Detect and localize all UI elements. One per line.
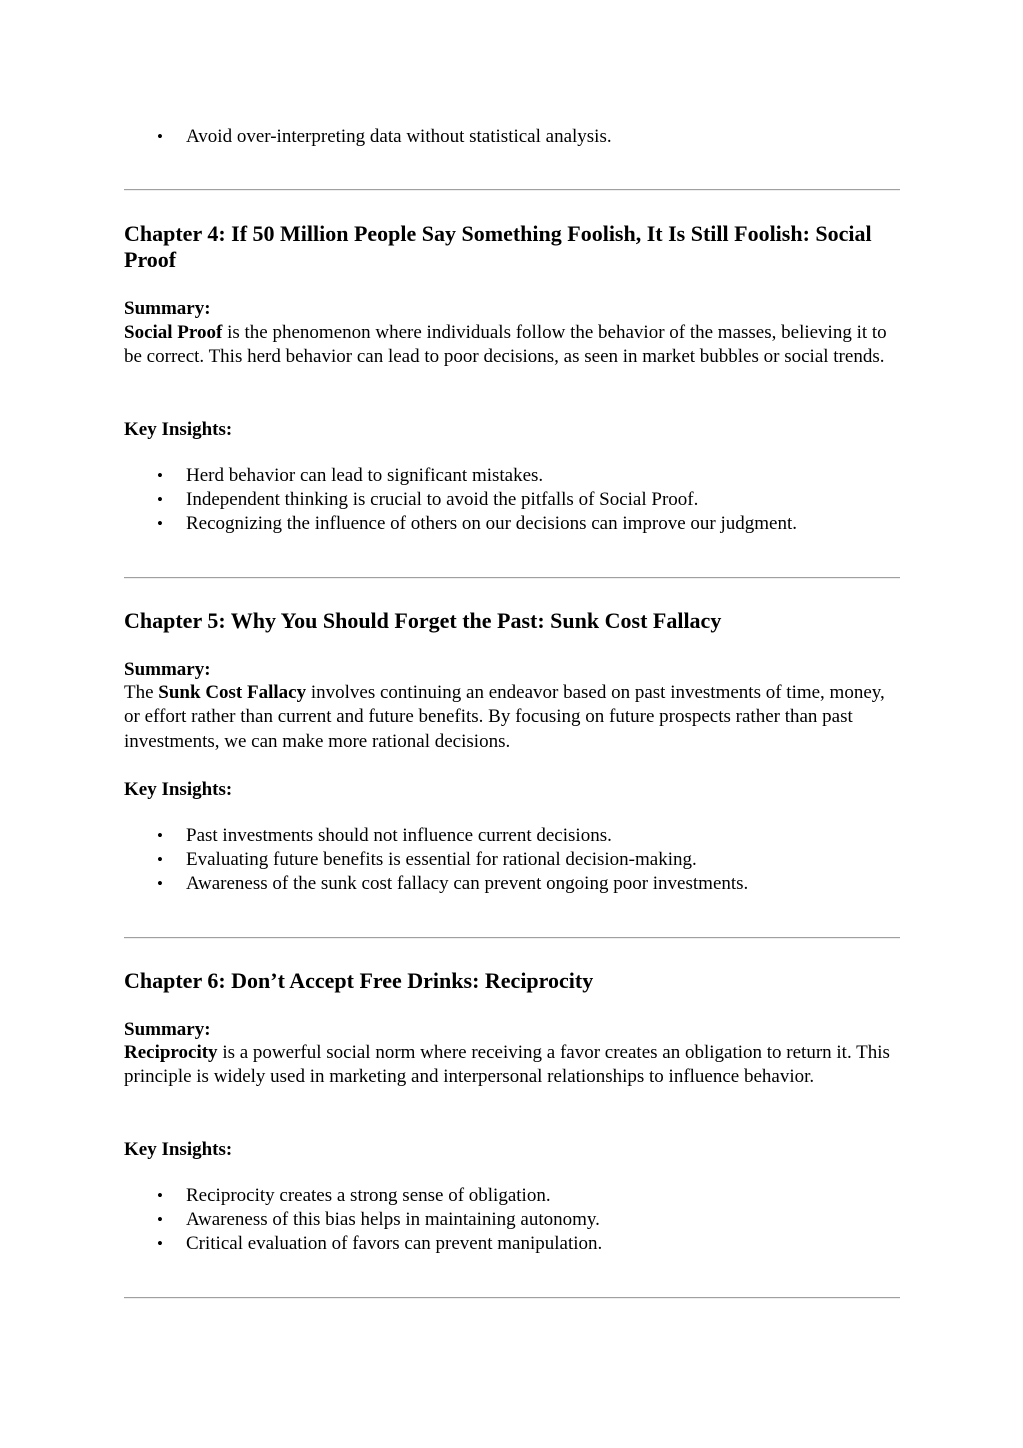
summary-term: Reciprocity	[124, 1042, 218, 1063]
list-item	[124, 512, 904, 536]
bullet-icon: •	[157, 850, 163, 869]
list-item-text: Awareness of this bias helps in maintaining autonomy.	[186, 1209, 600, 1230]
chapter-4-summary-text	[124, 321, 900, 370]
chapter-5-insights-label: Key Insights:	[124, 779, 233, 800]
summary-term: Social Proof	[124, 322, 223, 343]
chapter-6-insights-label: Key Insights:	[124, 1139, 233, 1160]
list-item	[124, 848, 904, 872]
list-item	[124, 1232, 904, 1256]
chapter-6-summary-text	[124, 1041, 900, 1090]
chapter-4-insights-label: Key Insights:	[124, 419, 233, 440]
chapter-4-summary-label: Summary:	[124, 298, 211, 319]
chapter-5-summary-label: Summary:	[124, 659, 211, 680]
bullet-icon: •	[157, 1186, 163, 1205]
bullet-icon: •	[157, 1234, 163, 1253]
list-item-text: Evaluating future benefits is essential for rational decision-making.	[186, 849, 697, 870]
list-item	[124, 125, 904, 149]
chapter-5-summary-text	[124, 681, 900, 754]
chapter-6-summary-label: Summary:	[124, 1019, 211, 1040]
bullet-icon: •	[157, 490, 163, 509]
list-item-text: Independent thinking is crucial to avoid the pitfalls of Social Proof.	[186, 489, 699, 510]
summary-body: involves continuing an endeavor based on past investments of time, money, or effort rather than current and future benefits. By focusing on future prospects rather than past investments, we can make more rational decisions.	[124, 682, 885, 752]
chapter-4-insights-list	[124, 464, 904, 536]
list-item-text: Recognizing the influence of others on our decisions can improve our judgment.	[186, 513, 798, 534]
chapter-5-title: Chapter 5: Why You Should Forget the Past: Sunk Cost Fallacy	[124, 608, 722, 633]
list-item-text: Past investments should not influence current decisions.	[186, 825, 612, 846]
summary-term: Sunk Cost Fallacy	[158, 682, 307, 703]
list-item-text: Avoid over-interpreting data without statistical analysis.	[186, 126, 612, 147]
list-item	[124, 824, 904, 848]
summary-prefix: The	[124, 682, 159, 703]
list-item	[124, 488, 904, 512]
summary-body: is a powerful social norm where receiving a favor creates an obligation to return it. This principle is widely used in marketing and interpersonal relationships to influence behavior.	[124, 1042, 890, 1088]
previous-chapter-insights-list	[124, 125, 904, 149]
bullet-icon: •	[157, 826, 163, 845]
chapter-6-title: Chapter 6: Don’t Accept Free Drinks: Reciprocity	[124, 968, 594, 993]
bullet-icon: •	[157, 127, 163, 146]
section-divider	[124, 577, 900, 579]
list-item	[124, 1208, 904, 1232]
section-divider	[124, 1297, 900, 1299]
bullet-icon: •	[157, 514, 163, 533]
list-item	[124, 464, 904, 488]
chapter-6-insights-list	[124, 1184, 904, 1256]
section-divider	[124, 189, 900, 191]
list-item	[124, 872, 904, 896]
summary-body: is the phenomenon where individuals follow the behavior of the masses, believing it to be correct. This herd behavior can lead to poor decisions, as seen in market bubbles or social trends.	[124, 322, 887, 368]
list-item	[124, 1184, 904, 1208]
list-item-text: Critical evaluation of favors can prevent manipulation.	[186, 1233, 603, 1254]
chapter-4-title: Chapter 4: If 50 Million People Say Something Foolish, It Is Still Foolish: Social Proof	[124, 221, 872, 272]
list-item-text: Reciprocity creates a strong sense of obligation.	[186, 1185, 551, 1206]
bullet-icon: •	[157, 874, 163, 893]
chapter-5-insights-list	[124, 824, 904, 896]
bullet-icon: •	[157, 466, 163, 485]
section-divider	[124, 937, 900, 939]
bullet-icon: •	[157, 1210, 163, 1229]
list-item-text: Awareness of the sunk cost fallacy can prevent ongoing poor investments.	[186, 873, 749, 894]
list-item-text: Herd behavior can lead to significant mistakes.	[186, 465, 544, 486]
